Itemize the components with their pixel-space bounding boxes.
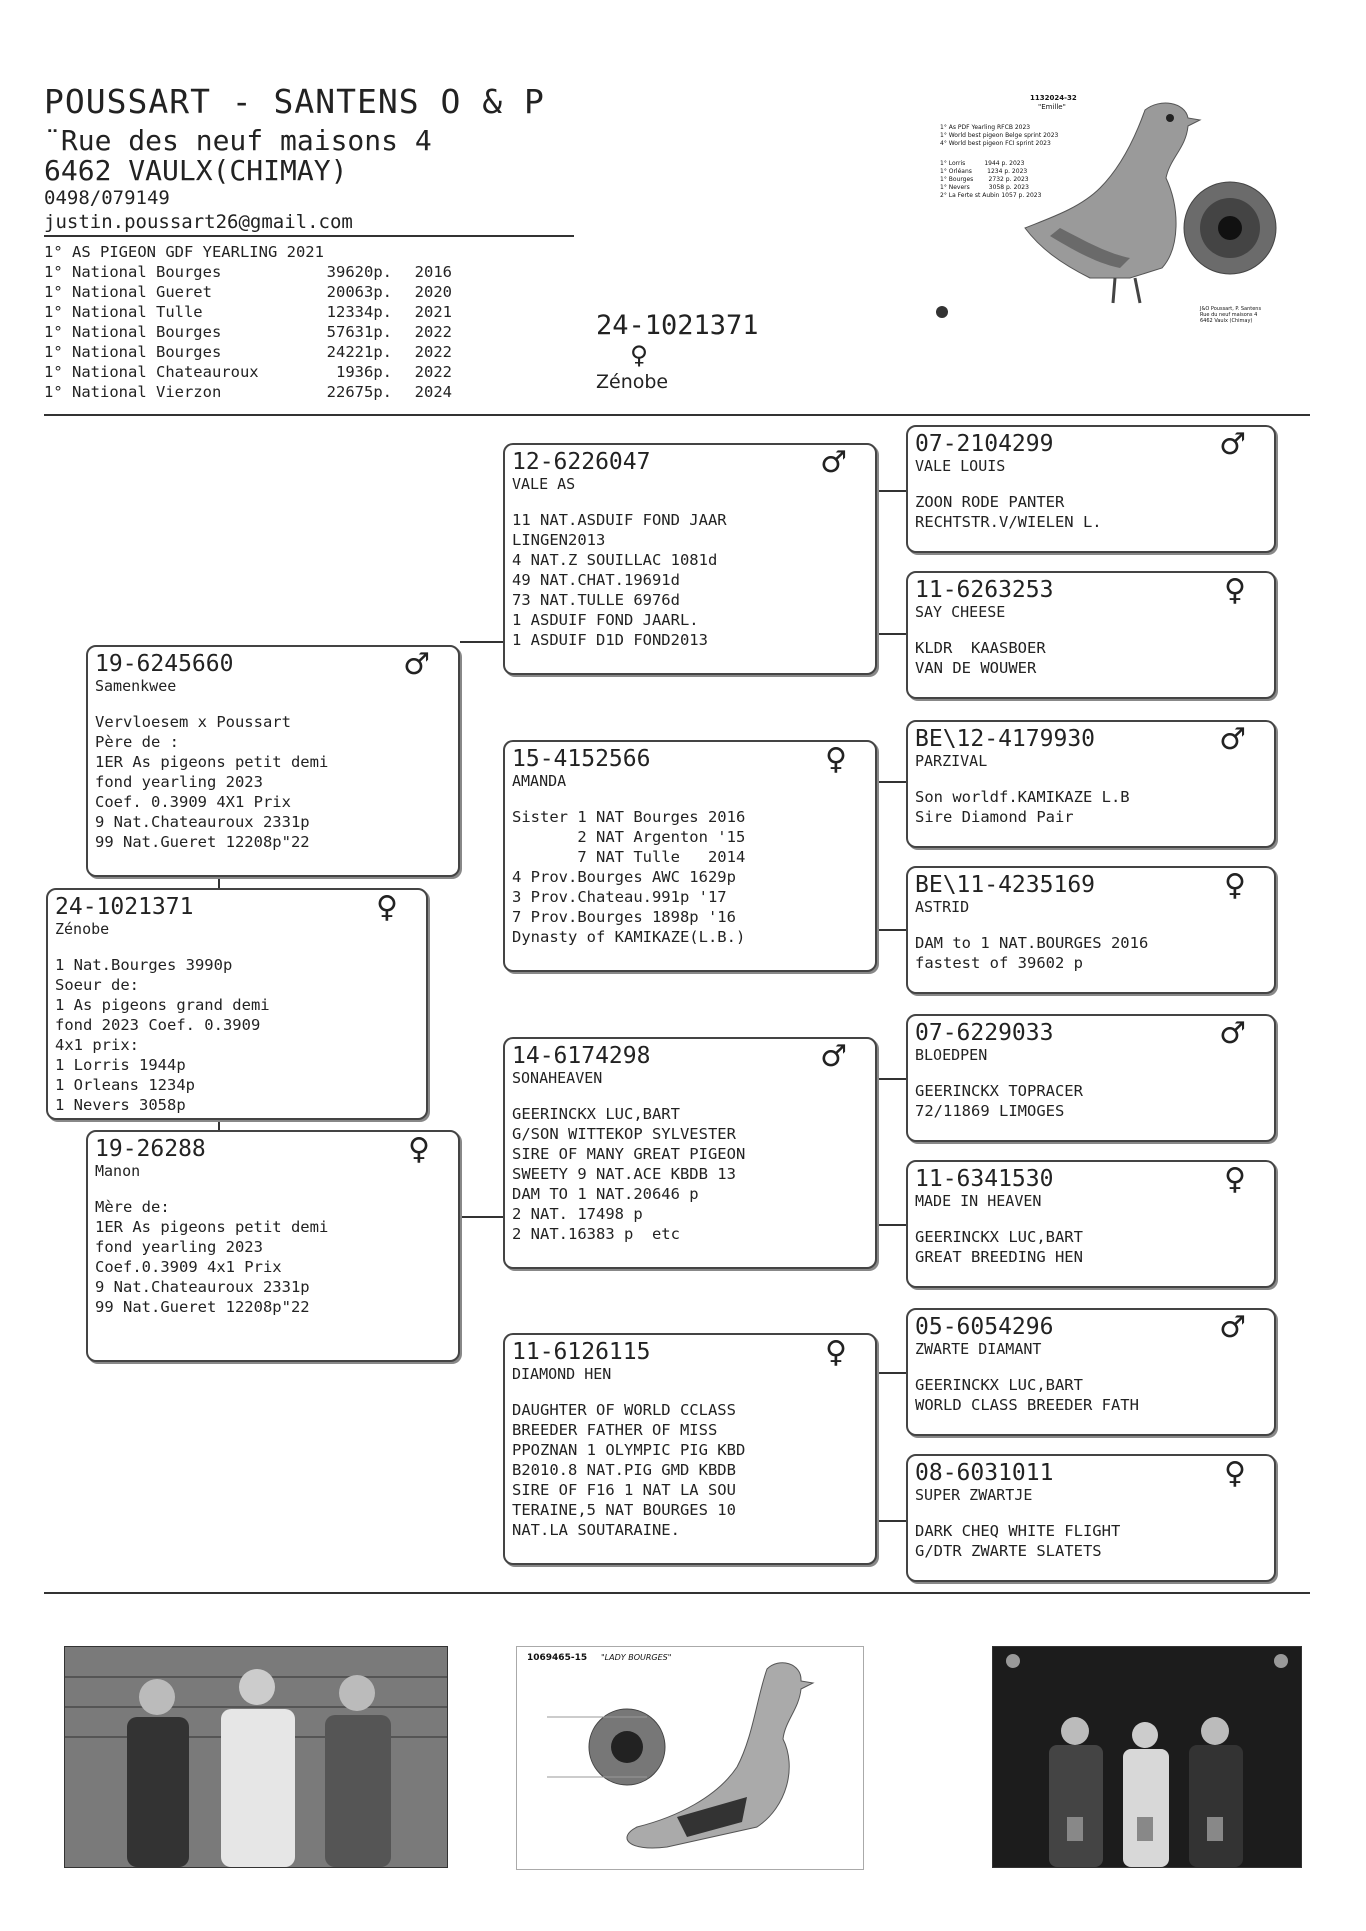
pigeon-name: DIAMOND HEN <box>512 1365 612 1383</box>
pigeon-name: VALE LOUIS <box>915 457 1006 475</box>
pigeon-notes: Mère de: 1ER As pigeons petit demi fond yearling 2023 Coef.0.3909 4x1 Prix 9 Nat.Chateauroux 2331p 99 Nat.Gueret 12208p"22 <box>95 1198 329 1316</box>
result-row: 1° National Gueret 20063p. 2020 <box>44 283 452 301</box>
ring-number: BE\11-4235169 <box>915 872 1096 898</box>
pedigree-card-grandsire-paternal <box>503 443 877 675</box>
male-icon: ♂ <box>403 647 430 682</box>
connector <box>876 1078 906 1080</box>
pigeon-name: ASTRID <box>915 898 970 916</box>
female-icon: ♀ <box>1224 1456 1246 1491</box>
connector <box>460 641 504 643</box>
breeder-name: POUSSART - SANTENS O & P <box>44 82 545 121</box>
pigeon-notes: Son worldf.KAMIKAZE L.B Sire Diamond Pair <box>915 788 1130 826</box>
bottom-divider <box>44 1592 1310 1594</box>
results-list <box>44 242 452 402</box>
pedigree-card-subject <box>46 888 428 1120</box>
photo-breeders-group <box>64 1646 448 1868</box>
connector <box>876 633 906 635</box>
female-icon: ♀ <box>1224 868 1246 903</box>
pigeon-notes: KLDR KAASBOER VAN DE WOUWER <box>915 639 1046 677</box>
ring-number: 12-6226047 <box>512 449 651 475</box>
top-divider <box>44 414 1310 416</box>
header-pigeon-photo <box>930 88 1280 334</box>
female-icon: ♀ <box>630 338 649 373</box>
male-icon: ♂ <box>1219 427 1246 462</box>
address-street: ¨Rue des neuf maisons 4 <box>44 124 432 157</box>
address-city: 6462 VAULX(CHIMAY) <box>44 154 348 187</box>
pedigree-card-ggs-1 <box>906 425 1276 553</box>
ring-number: 19-6245660 <box>95 651 234 677</box>
connector <box>876 781 906 783</box>
ring-number: 14-6174298 <box>512 1043 651 1069</box>
male-icon: ♂ <box>1219 1310 1246 1345</box>
female-icon: ♀ <box>825 742 847 777</box>
subject-name: Zénobe <box>596 371 669 393</box>
pigeon-name: AMANDA <box>512 772 567 790</box>
pedigree-card-ggd-3 <box>906 1160 1276 1288</box>
pigeon-name: SONAHEAVEN <box>512 1069 603 1087</box>
pigeon-name: VALE AS <box>512 475 576 493</box>
pigeon-name: MADE IN HEAVEN <box>915 1192 1042 1210</box>
subject-ring: 24-1021371 <box>596 310 759 341</box>
pedigree-card-ggd-4 <box>906 1454 1276 1582</box>
photo-lady-bourges <box>516 1646 864 1870</box>
pedigree-card-granddam-paternal <box>503 740 877 972</box>
pedigree-card-ggd-2 <box>906 866 1276 994</box>
pigeon-notes: GEERINCKX LUC,BART G/SON WITTEKOP SYLVESTER SIRE OF MANY GREAT PIGEON SWEETY 9 NAT.ACE KBDB 13 DAM TO 1 NAT.20646 p 2 NAT. 17498 p 2 NAT.16383 p etc <box>512 1105 746 1243</box>
pedigree-card-granddam-maternal <box>503 1333 877 1565</box>
header-divider <box>44 235 574 237</box>
ring-number: BE\12-4179930 <box>915 726 1096 752</box>
male-icon: ♂ <box>820 1039 847 1074</box>
photo-results: 1° Lorris 1944 p. 2023 1° Orléans 1234 p. 2023 1° Bourges 2732 p. 2023 1° Nevers 3058 p. 2023 2° La Ferte st Aubin 1057 p. 2023 <box>940 160 1042 199</box>
ring-number: 07-2104299 <box>915 431 1054 457</box>
result-row: 1° National Bourges 39620p. 2016 <box>44 263 452 281</box>
photo-owner: J&O Poussart, P. Santens Rue du neuf maisons 4 6462 Vaulx (Chimay) <box>1200 306 1262 324</box>
ring-number: 24-1021371 <box>55 894 194 920</box>
photo-nickname: "LADY BOURGES" <box>601 1653 672 1662</box>
pigeon-name: BLOEDPEN <box>915 1046 988 1064</box>
connector <box>876 1520 906 1522</box>
breeders-illustration <box>65 1647 447 1867</box>
result-row: 1° National Vierzon 22675p. 2024 <box>44 383 452 401</box>
male-icon: ♂ <box>1219 722 1246 757</box>
result-row: 1° National Tulle 12334p. 2021 <box>44 303 452 321</box>
club-logo-icon <box>936 306 948 318</box>
pigeon-notes: Sister 1 NAT Bourges 2016 2 NAT Argenton '15 7 NAT Tulle 2014 4 Prov.Bourges AWC 1629p 3 Prov.Chateau.991p '17 7 Prov.Bourges 1898p '16 Dynasty of KAMIKAZE(L.B.) <box>512 808 746 946</box>
award-illustration <box>993 1647 1301 1867</box>
result-row: 1° National Chateauroux 1936p. 2022 <box>44 363 452 381</box>
female-icon: ♀ <box>376 890 398 925</box>
female-icon: ♀ <box>1224 573 1246 608</box>
pigeon-notes: DAUGHTER OF WORLD CCLASS BREEDER FATHER OF MISS PPOZNAN 1 OLYMPIC PIG KBD B2010.8 NAT.PIG GMD KBDB SIRE OF F16 1 NAT LA SOU TERAINE,5 NAT BOURGES 10 NAT.LA SOUTARAINE. <box>512 1401 746 1539</box>
pigeon-name: Samenkwee <box>95 677 177 695</box>
subject-heading <box>590 310 910 393</box>
photo-nickname: "Emille" <box>1038 103 1066 111</box>
ring-number: 19-26288 <box>95 1136 206 1162</box>
photo-award-ceremony <box>992 1646 1302 1868</box>
lady-bourges-illustration <box>517 1647 863 1869</box>
pigeon-notes: GEERINCKX LUC,BART GREAT BREEDING HEN <box>915 1228 1083 1266</box>
pigeon-notes: DAM to 1 NAT.BOURGES 2016 fastest of 39602 p <box>915 934 1149 972</box>
pigeon-notes: GEERINCKX TOPRACER 72/11869 LIMOGES <box>915 1082 1083 1120</box>
ring-number: 15-4152566 <box>512 746 651 772</box>
pigeon-name: Manon <box>95 1162 141 1180</box>
photo-honours: 1° As PDF Yearling RFCB 2023 1° World best pigeon Belge sprint 2023 4° World best pigeon FCI sprint 2023 <box>940 124 1059 147</box>
pigeon-notes: ZOON RODE PANTER RECHTSTR.V/WIELEN L. <box>915 493 1102 531</box>
pedigree-card-ggs-3 <box>906 1014 1276 1142</box>
ring-number: 11-6263253 <box>915 577 1054 603</box>
pedigree-card-mother <box>86 1130 460 1362</box>
phone-number: 0498/079149 <box>44 187 170 209</box>
photo-ring: 1069465-15 <box>527 1653 588 1663</box>
pedigree-card-father <box>86 645 460 877</box>
ring-number: 08-6031011 <box>915 1460 1054 1486</box>
female-icon: ♀ <box>408 1132 430 1167</box>
pigeon-notes: DARK CHEQ WHITE FLIGHT G/DTR ZWARTE SLATETS <box>915 1522 1121 1560</box>
male-icon: ♂ <box>820 445 847 480</box>
result-row: 1° National Bourges 57631p. 2022 <box>44 323 452 341</box>
pedigree-card-ggs-4 <box>906 1308 1276 1436</box>
result-row: 1° AS PIGEON GDF YEARLING 2021 <box>44 243 324 261</box>
connector <box>876 490 906 492</box>
pedigree-card-ggs-2 <box>906 720 1276 848</box>
connector <box>460 1216 504 1218</box>
email-address: justin.poussart26@gmail.com <box>44 211 353 233</box>
female-icon: ♀ <box>1224 1162 1246 1197</box>
ring-number: 07-6229033 <box>915 1020 1054 1046</box>
pigeon-name: SAY CHEESE <box>915 603 1006 621</box>
pedigree-card-grandsire-maternal <box>503 1037 877 1269</box>
pigeon-name: Zénobe <box>55 920 110 938</box>
connector <box>876 1372 906 1374</box>
pigeon-notes: Vervloesem x Poussart Père de : 1ER As pigeons petit demi fond yearling 2023 Coef. 0.3909 4X1 Prix 9 Nat.Chateauroux 2331p 99 Nat.Gueret 12208p"22 <box>95 713 329 851</box>
ring-number: 05-6054296 <box>915 1314 1054 1340</box>
ring-number: 11-6126115 <box>512 1339 651 1365</box>
pigeon-name: PARZIVAL <box>915 752 988 770</box>
pigeon-notes: 1 Nat.Bourges 3990p Soeur de: 1 As pigeons grand demi fond 2023 Coef. 0.3909 4x1 prix: 1 Lorris 1944p 1 Orleans 1234p 1 Nevers 3058p <box>55 956 270 1114</box>
pigeon-notes: 11 NAT.ASDUIF FOND JAAR LINGEN2013 4 NAT.Z SOUILLAC 1081d 49 NAT.CHAT.19691d 73 NAT.TULLE 6976d 1 ASDUIF FOND JAARL. 1 ASDUIF D1D FOND2013 <box>512 511 727 649</box>
pigeon-name: SUPER ZWARTJE <box>915 1486 1033 1504</box>
female-icon: ♀ <box>825 1335 847 1370</box>
ring-number: 11-6341530 <box>915 1166 1054 1192</box>
pigeon-name: ZWARTE DIAMANT <box>915 1340 1042 1358</box>
pigeon-notes: GEERINCKX LUC,BART WORLD CLASS BREEDER FATH <box>915 1376 1139 1414</box>
male-icon: ♂ <box>1219 1016 1246 1051</box>
photo-ring: 1132024-32 <box>1030 94 1077 102</box>
pedigree-card-ggd-1 <box>906 571 1276 699</box>
connector <box>876 1224 906 1226</box>
connector <box>876 929 906 931</box>
result-row: 1° National Bourges 24221p. 2022 <box>44 343 452 361</box>
